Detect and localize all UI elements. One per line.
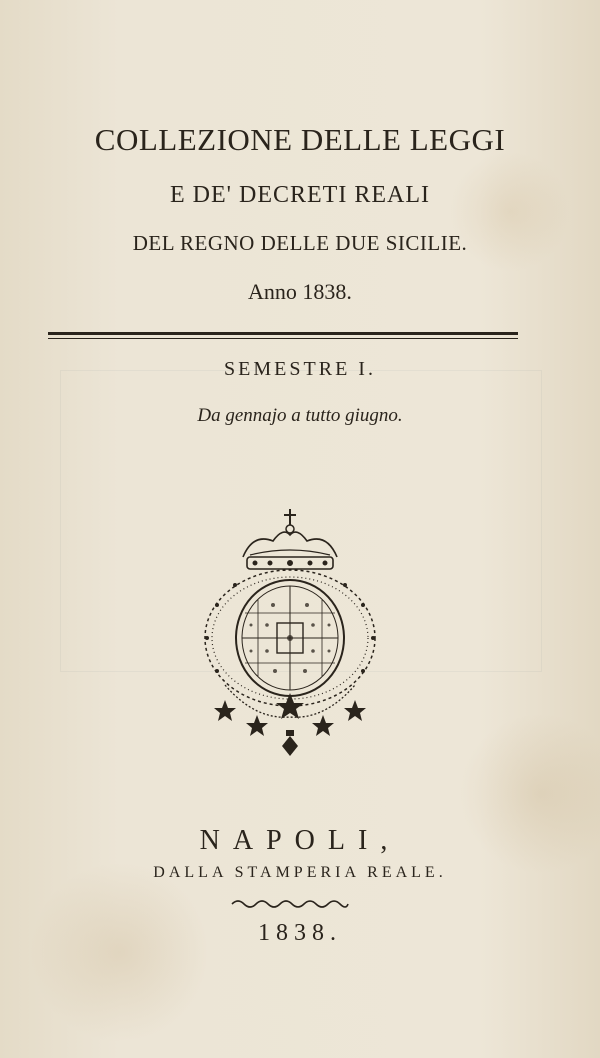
- flourish-divider: [230, 897, 350, 911]
- semester-heading: SEMESTRE I.: [224, 358, 376, 380]
- royal-coat-of-arms-icon: [195, 505, 385, 760]
- imprint-printer: DALLA STAMPERIA REALE.: [153, 864, 447, 881]
- year-line: Anno 1838.: [248, 279, 352, 304]
- semester-range: Da gennajo a tutto giugno.: [197, 405, 403, 426]
- imprint-city: NAPOLI,: [199, 825, 401, 856]
- divider-thick: [48, 332, 518, 335]
- imprint-year: 1838.: [258, 920, 342, 946]
- divider-thin: [48, 338, 518, 339]
- kingdom-line: DEL REGNO DELLE DUE SICILIE.: [132, 231, 468, 255]
- decrees-subtitle: E DE' DECRETI REALI: [170, 182, 430, 208]
- collection-title: COLLEZIONE DELLE LEGGI: [94, 122, 506, 157]
